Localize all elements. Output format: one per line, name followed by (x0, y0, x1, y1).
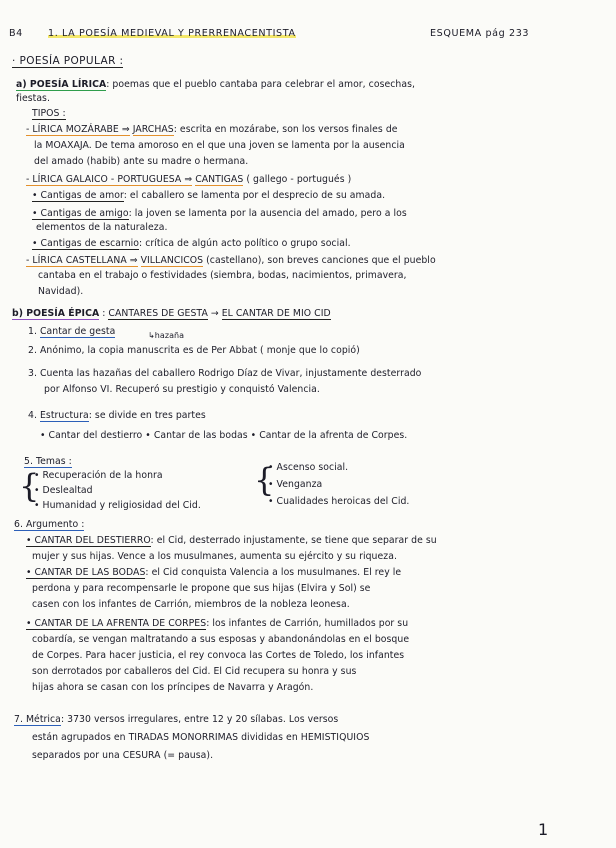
epica-point-3: 3. Cuenta las hazañas del caballero Rodrigo Díaz de Vivar, injustamente desterrado (28, 368, 422, 379)
cantar-afrenta-cont: de Corpes. Para hacer justicia, el rey convoca las Cortes de Toledo, los infantes (32, 650, 405, 661)
estructura-partes: • Cantar del destierro • Cantar de las bodas • Cantar de la afrenta de Corpes. (40, 430, 408, 441)
cantigas-amor: • Cantigas de amor: el caballero se lamenta por el desprecio de su amada. (32, 190, 386, 201)
tema-item: • Ascenso social. (268, 462, 349, 473)
tema-item: • Deslealtad (34, 485, 93, 496)
tema-item: • Recuperación de la honra (34, 470, 163, 481)
epica-point-2: 2. Anónimo, la copia manuscrita es de Per Abbat ( monje que lo copió) (28, 345, 360, 356)
lirica-castellana-cont: Navidad). (38, 286, 84, 297)
tema-item: • Venganza (268, 479, 323, 490)
cantigas-escarnio: • Cantigas de escarnio: crítica de algún acto político o grupo social. (32, 238, 351, 249)
cantar-destierro-cont: mujer y sus hijas. Vence a los musulmanes, aumenta su ejército y su riqueza. (32, 551, 397, 562)
temas-label: 5. Temas : (24, 456, 72, 467)
tema-item: • Humanidad y religiosidad del Cid. (34, 500, 201, 511)
argumento-label: 6. Argumento : (14, 519, 85, 530)
cantigas-amigo: • Cantigas de amigo: la joven se lamenta por la ausencia del amado, pero a los (32, 208, 407, 219)
lirica-galaico: - LÍRICA GALAICO - PORTUGUESA ⇒ CANTIGAS ( gallego - portugués ) (26, 174, 352, 185)
tipos-label: TIPOS : (32, 108, 66, 119)
cantar-afrenta-cont: son derrotados por caballeros del Cid. El Cid recupera su honra y sus (32, 666, 357, 677)
cantar-bodas: • CANTAR DE LAS BODAS: el Cid conquista Valencia a los musulmanes. El rey le (26, 567, 402, 578)
lirica-castellana-cont: cantaba en el trabajo o festividades (siembra, bodas, nacimientos, primavera, (38, 270, 407, 281)
lirica-mozarabe: - LÍRICA MOZÁRABE ⇒ JARCHAS: escrita en mozárabe, son los versos finales de (26, 124, 398, 135)
cantar-afrenta: • CANTAR DE LA AFRENTA DE CORPES: los infantes de Carrión, humillados por su (26, 618, 409, 629)
temas-left-bracket: { (19, 467, 40, 505)
epica-point-3-cont: por Alfonso VI. Recuperó su prestigio y conquistó Valencia. (44, 384, 320, 395)
page-title: 1. LA POESÍA MEDIEVAL Y PRERRENACENTISTA (48, 28, 296, 39)
lirica-mozarabe-cont: la MOAXAJA. De tema amoroso en el que una joven se lamenta por la ausencia (34, 140, 405, 151)
epica-heading: b) POESÍA ÉPICA : CANTARES DE GESTA → EL CANTAR DE MIO CID (12, 308, 331, 319)
hazana-note: ↳hazaña (148, 331, 185, 340)
cantar-bodas-cont: perdona y para recompensarle le propone que sus hijas (Elvira y Sol) se (32, 583, 371, 594)
lirica-mozarabe-cont: del amado (habib) ante su madre o hermana. (34, 156, 249, 167)
page-number: 1 (538, 820, 549, 839)
cantar-destierro: • CANTAR DEL DESTIERRO: el Cid, desterrado injustamente, se tiene que separar de su (26, 535, 437, 546)
epica-point-4: 4. Estructura: se divide en tres partes (28, 410, 206, 421)
textbook-reference: ESQUEMA pág 233 (430, 28, 530, 39)
cantar-afrenta-cont: cobardía, se vengan maltratando a sus esposas y abandonándolas en el bosque (32, 634, 410, 645)
cantigas-amigo-cont: elementos de la naturaleza. (36, 222, 168, 233)
epica-point-1: 1. Cantar de gesta (28, 326, 116, 337)
metrica-cont: separados por una CESURA (= pausa). (32, 750, 214, 761)
lirica-definition: a) POESÍA LÍRICA: poemas que el pueblo cantaba para celebrar el amor, cosechas, (16, 79, 415, 90)
tema-item: • Cualidades heroicas del Cid. (268, 496, 410, 507)
metrica-cont: están agrupados en TIRADAS MONORRIMAS divididas en HEMISTIQUIOS (32, 732, 370, 743)
lirica-definition-cont: fiestas. (16, 93, 50, 104)
section-title: · POESÍA POPULAR : (12, 55, 124, 67)
lirica-castellana: - LÍRICA CASTELLANA ⇒ VILLANCICOS (castellano), son breves canciones que el pueblo (26, 255, 436, 266)
cantar-bodas-cont: casen con los infantes de Carrión, miembros de la nobleza leonesa. (32, 599, 350, 610)
cantar-afrenta-cont: hijas ahora se casan con los príncipes de Navarra y Aragón. (32, 682, 314, 693)
temas-right-bracket: { (254, 461, 275, 499)
metrica: 7. Métrica: 3730 versos irregulares, entre 12 y 20 sílabas. Los versos (14, 714, 339, 725)
unit-label: B4 (9, 28, 23, 39)
